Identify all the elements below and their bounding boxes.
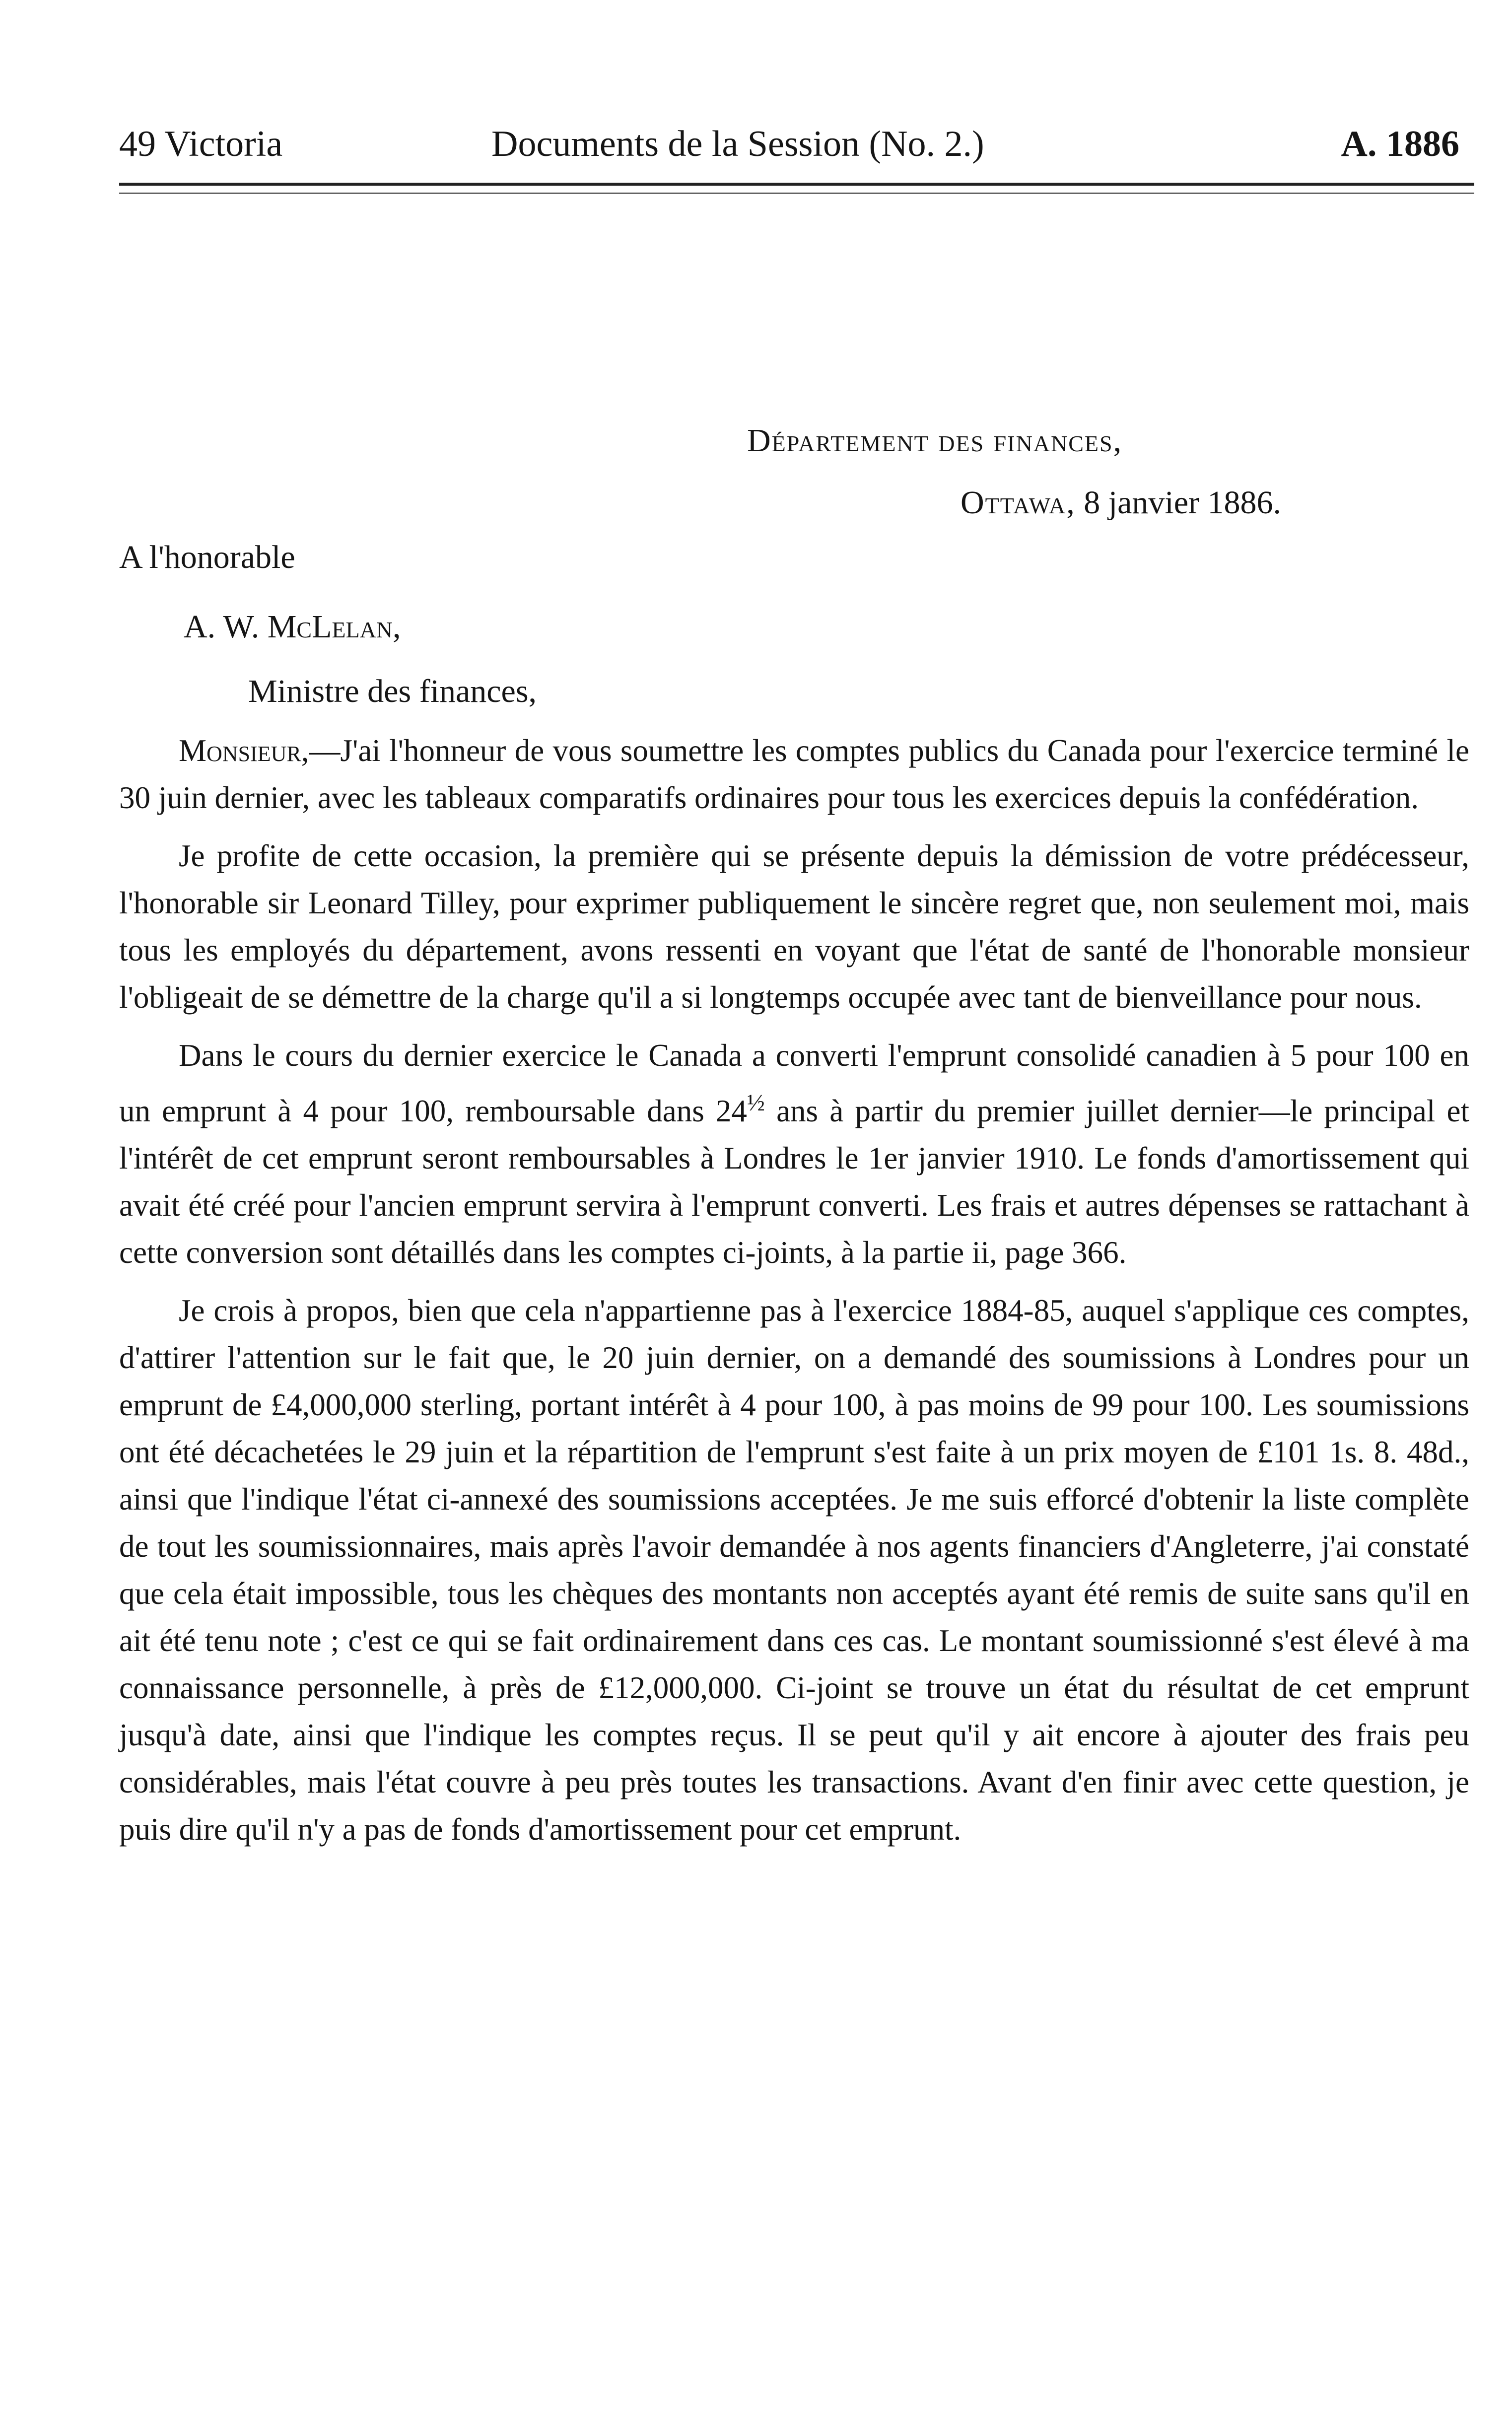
dateline-date: 8 janvier 1886. bbox=[1075, 484, 1282, 521]
paragraph-2: Je profite de cette occasion, la première qui se présente depuis la démission de votre prédécesseur, l'honorable sir Leonard Tilley, pour exprimer publiquement le sincère regret que, non seulement moi, mais tous les employés du département, avons ressenti en voyant que l'état de santé de l'honorable monsieur l'obligeait de se démettre de la charge qu'il a si longtemps occupée avec tant de bienveillance pour nous. bbox=[119, 838, 1469, 1015]
address-line-1: A l'honorable bbox=[119, 539, 295, 575]
paragraph-3-text-b: ans à partir du premier juillet dernier—le principal et l'intérêt de cet emprunt seront remboursables à Londres le 1er janvier 1910. Le fonds d'amortissement qui avait été créé pour l'ancien emprunt servira à l'emprunt converti. Les frais et autres dépenses se rattachant à cette conversion sont détaillés dans les comptes ci-joints, à la partie ii, page 366. bbox=[119, 1094, 1469, 1270]
header-rule-thick bbox=[119, 183, 1474, 186]
dateline bbox=[961, 484, 1281, 522]
salutation: Monsieur, bbox=[179, 733, 309, 768]
header-session-year: 49 Victoria bbox=[119, 124, 283, 164]
dateline-city: Ottawa, bbox=[961, 484, 1076, 521]
paragraph-3 bbox=[119, 1032, 1469, 1276]
paragraph-3-text-a: Dans le cours du dernier exercice le Canada a converti l'emprunt consolidé canadien à 5 pour 100 en un emprunt à 4 pour 100, remboursable dans 24 bbox=[119, 1038, 1469, 1128]
fraction-half: ½ bbox=[747, 1090, 765, 1116]
letter-body bbox=[119, 727, 1469, 1864]
address-line-3: Ministre des finances, bbox=[248, 673, 537, 709]
paragraph-4: Je crois à propos, bien que cela n'appartienne pas à l'exercice 1884-85, auquel s'applique ces comptes, d'attirer l'attention sur le fait que, le 20 juin dernier, on a demandé des soumissions à Londres pour un emprunt de £4,000,000 sterling, portant intérêt à 4 pour 100, à pas moins de 99 pour 100. Les soumissions ont été décachetées le 29 juin et la répartition de l'emprunt s'est faite à un prix moyen de £101 1s. 8. 48d., ainsi que l'indique l'état ci-annexé des soumissions acceptées. Je me suis efforcé d'obtenir la liste complète de tout les soumissionnaires, mais après l'avoir demandée à nos agents financiers d'Angleterre, j'ai constaté que cela était impossible, tous les chèques des montants non acceptés ayant été remis de suite sans qu'il en ait été tenu note ; c'est ce qui se fait ordinairement dans ces cas. Le montant soumissionné s'est élevé à ma connaissance personnelle, à près de £12,000,000. Ci-joint se trouve un état du résultat de cet emprunt jusqu'à date, ainsi que l'indique les comptes reçus. Il se peut qu'il y ait encore à ajouter des frais peu considérables, mais l'état couvre à peu près toutes les transactions. Avant d'en finir avec cette question, je puis dire qu'il n'y a pas de fonds d'amortissement pour cet emprunt. bbox=[119, 1293, 1469, 1847]
department-heading: Département des finances, bbox=[747, 422, 1123, 459]
header-document-title: Documents de la Session (No. 2.) bbox=[491, 124, 984, 164]
address-line-2: A. W. McLelan, bbox=[184, 609, 401, 645]
header-rule-thin bbox=[119, 193, 1474, 194]
header-year: A. 1886 bbox=[1341, 124, 1459, 164]
paragraph-1 bbox=[119, 727, 1469, 822]
running-header bbox=[119, 117, 1459, 171]
paragraph-1-text: —J'ai l'honneur de vous soumettre les comptes publics du Canada pour l'exercice terminé le 30 juin dernier, avec les tableaux comparatifs ordinaires pour tous les exercices depuis la confédération. bbox=[119, 733, 1469, 815]
